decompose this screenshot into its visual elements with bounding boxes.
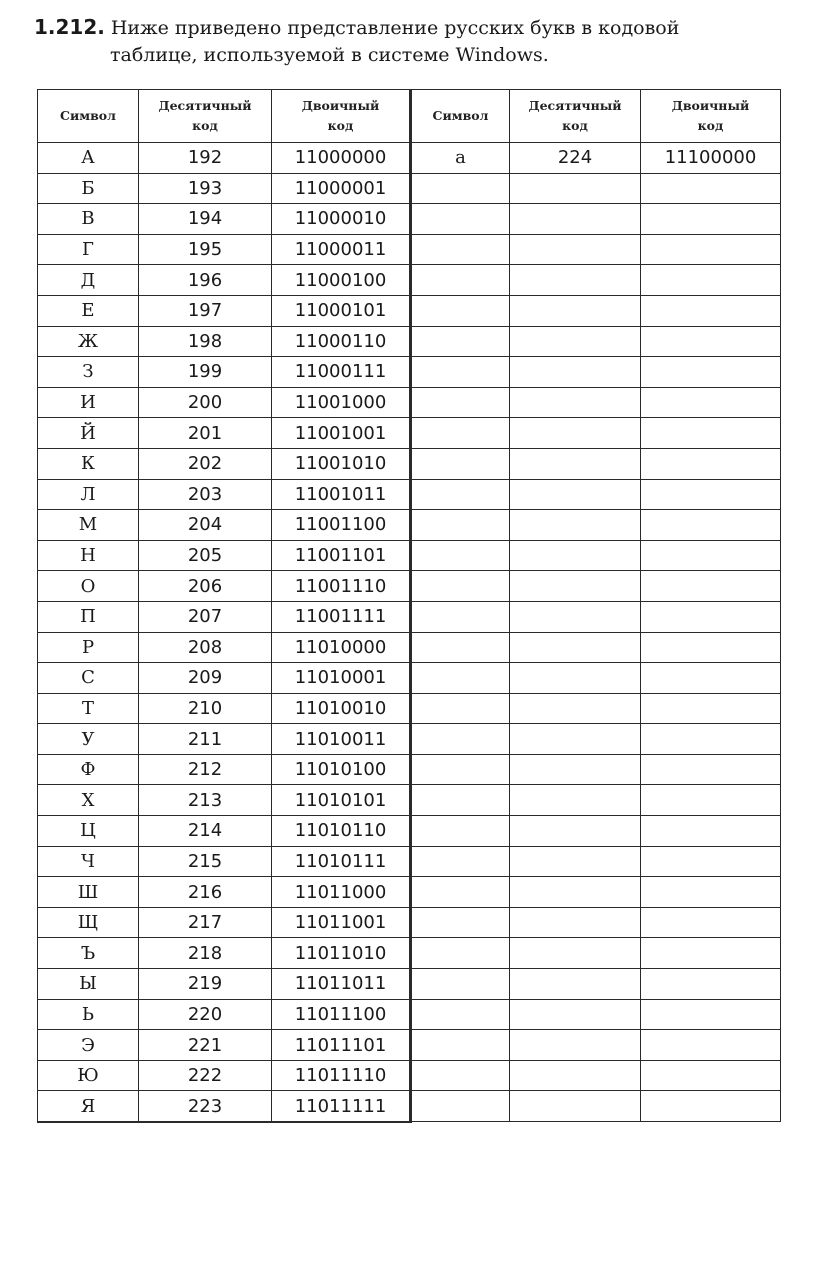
cell-binary [641, 999, 781, 1030]
cell-decimal: 198 [139, 326, 272, 357]
cell-decimal [510, 510, 641, 541]
cell-binary [641, 846, 781, 877]
table-row [38, 632, 411, 663]
cell-symbol: Ш [38, 877, 139, 908]
cell-binary: 11000001 [272, 173, 411, 204]
table-row [38, 999, 411, 1030]
header-binary-line2: код [327, 118, 354, 133]
header-decimal-line2: код [562, 118, 588, 133]
cell-binary [641, 969, 781, 1000]
cell-decimal [510, 448, 641, 479]
cell-symbol: Й [38, 418, 139, 449]
table-row [38, 540, 411, 571]
header-symbol [38, 90, 139, 143]
cell-binary [641, 785, 781, 816]
cell-symbol: а [412, 143, 510, 174]
cell-decimal [510, 601, 641, 632]
cell-binary: 11001101 [272, 540, 411, 571]
cell-symbol [412, 816, 510, 847]
cell-symbol [412, 724, 510, 755]
cell-symbol: М [38, 510, 139, 541]
cell-binary [641, 204, 781, 235]
cell-binary [641, 479, 781, 510]
cell-symbol [412, 632, 510, 663]
cell-binary: 11010101 [272, 785, 411, 816]
cell-symbol: Л [38, 479, 139, 510]
cell-binary: 11011100 [272, 999, 411, 1030]
cell-symbol [412, 571, 510, 602]
cell-binary: 11011111 [272, 1091, 411, 1122]
cell-binary: 11010010 [272, 693, 411, 724]
cell-binary [641, 510, 781, 541]
cell-symbol: Х [38, 785, 139, 816]
cell-symbol [412, 204, 510, 235]
task-statement [34, 14, 784, 69]
code-table-uppercase [37, 89, 412, 1123]
cell-symbol [412, 510, 510, 541]
table-header-row [38, 90, 411, 143]
cell-symbol [412, 663, 510, 694]
table-row [38, 938, 411, 969]
cell-symbol [412, 540, 510, 571]
cell-binary [641, 632, 781, 663]
cell-symbol: Ы [38, 969, 139, 1000]
cell-decimal [510, 663, 641, 694]
cell-symbol: В [38, 204, 139, 235]
table-row [412, 295, 781, 326]
header-binary-line2: код [697, 118, 724, 133]
cell-decimal: 222 [139, 1060, 272, 1091]
cell-symbol [412, 1060, 510, 1091]
cell-symbol: З [38, 357, 139, 388]
cell-decimal: 197 [139, 295, 272, 326]
table-row [38, 510, 411, 541]
cell-binary [641, 693, 781, 724]
cell-decimal: 196 [139, 265, 272, 296]
cell-symbol: Ж [38, 326, 139, 357]
header-symbol [412, 90, 510, 143]
task-text-line2: таблице, используемой в системе Windows. [110, 44, 549, 66]
cell-symbol [412, 448, 510, 479]
table-row [412, 173, 781, 204]
table-row [38, 969, 411, 1000]
table-row [38, 448, 411, 479]
table-row [38, 265, 411, 296]
cell-symbol [412, 295, 510, 326]
table-row [38, 1030, 411, 1061]
cell-decimal: 194 [139, 204, 272, 235]
header-decimal-line1: Десятичный [528, 98, 622, 113]
cell-binary: 11001010 [272, 448, 411, 479]
cell-decimal: 192 [139, 143, 272, 174]
cell-decimal: 212 [139, 754, 272, 785]
cell-decimal: 204 [139, 510, 272, 541]
cell-symbol: П [38, 601, 139, 632]
cell-decimal: 202 [139, 448, 272, 479]
table-row [38, 173, 411, 204]
cell-symbol: Ц [38, 816, 139, 847]
cell-binary [641, 938, 781, 969]
cell-symbol [412, 754, 510, 785]
cell-symbol: Ю [38, 1060, 139, 1091]
cell-binary: 11001100 [272, 510, 411, 541]
cell-symbol [412, 418, 510, 449]
cell-decimal [510, 265, 641, 296]
cell-decimal: 224 [510, 143, 641, 174]
cell-binary: 11001011 [272, 479, 411, 510]
cell-symbol: О [38, 571, 139, 602]
cell-decimal: 214 [139, 816, 272, 847]
cell-binary [641, 540, 781, 571]
cell-symbol: Ь [38, 999, 139, 1030]
cell-binary [641, 1060, 781, 1091]
table-row [412, 1091, 781, 1122]
cell-decimal [510, 295, 641, 326]
header-decimal-line1: Десятичный [158, 98, 252, 113]
cell-binary: 11001001 [272, 418, 411, 449]
cell-binary: 11000110 [272, 326, 411, 357]
cell-symbol [412, 601, 510, 632]
cell-decimal [510, 357, 641, 388]
cell-binary: 11010000 [272, 632, 411, 663]
cell-binary: 11001110 [272, 571, 411, 602]
cell-decimal: 203 [139, 479, 272, 510]
table-row [38, 663, 411, 694]
cell-decimal: 206 [139, 571, 272, 602]
cell-binary: 11010111 [272, 846, 411, 877]
table-row [412, 357, 781, 388]
table-row [412, 846, 781, 877]
table-row [38, 1060, 411, 1091]
cell-decimal [510, 571, 641, 602]
table-row [412, 265, 781, 296]
table-row [412, 999, 781, 1030]
cell-symbol [412, 969, 510, 1000]
table-header-row [412, 90, 781, 143]
cell-decimal [510, 234, 641, 265]
cell-symbol: И [38, 387, 139, 418]
table-row [412, 204, 781, 235]
cell-decimal: 217 [139, 907, 272, 938]
cell-binary: 11010011 [272, 724, 411, 755]
cell-symbol: Т [38, 693, 139, 724]
cell-decimal [510, 877, 641, 908]
cell-binary [641, 571, 781, 602]
cell-decimal [510, 326, 641, 357]
table-row [38, 571, 411, 602]
table-row [38, 846, 411, 877]
cell-decimal [510, 816, 641, 847]
table-row [412, 326, 781, 357]
table-row [412, 540, 781, 571]
cell-decimal: 211 [139, 724, 272, 755]
cell-symbol: Н [38, 540, 139, 571]
table-row [412, 510, 781, 541]
cell-symbol: А [38, 143, 139, 174]
header-decimal [510, 90, 641, 143]
cell-binary [641, 907, 781, 938]
header-binary [272, 90, 411, 143]
table-row [412, 571, 781, 602]
cell-binary: 11011110 [272, 1060, 411, 1091]
task-number: 1.212. [34, 15, 105, 39]
cell-decimal [510, 724, 641, 755]
table-row [412, 479, 781, 510]
cell-binary [641, 326, 781, 357]
table-row [38, 326, 411, 357]
cell-symbol [412, 479, 510, 510]
cell-binary: 11000011 [272, 234, 411, 265]
cell-decimal [510, 754, 641, 785]
cell-symbol: Г [38, 234, 139, 265]
code-table-lowercase [411, 89, 781, 1122]
cell-binary: 11000000 [272, 143, 411, 174]
cell-symbol [412, 999, 510, 1030]
cell-symbol: Б [38, 173, 139, 204]
task-text-line1: Ниже приведено представление русских букв в кодовой [110, 17, 680, 39]
cell-decimal: 207 [139, 601, 272, 632]
cell-symbol: Щ [38, 907, 139, 938]
cell-symbol [412, 693, 510, 724]
cell-symbol: С [38, 663, 139, 694]
cell-symbol: К [38, 448, 139, 479]
cell-binary [641, 1091, 781, 1122]
cell-binary: 11000101 [272, 295, 411, 326]
table-row [38, 724, 411, 755]
cell-decimal: 219 [139, 969, 272, 1000]
cell-decimal [510, 938, 641, 969]
cell-symbol: Я [38, 1091, 139, 1122]
table-body [38, 143, 411, 1123]
cell-decimal [510, 1091, 641, 1122]
cell-decimal: 215 [139, 846, 272, 877]
cell-binary [641, 1030, 781, 1061]
cell-symbol [412, 173, 510, 204]
cell-decimal [510, 173, 641, 204]
cell-binary: 11010110 [272, 816, 411, 847]
header-binary [641, 90, 781, 143]
cell-decimal [510, 632, 641, 663]
table-row [38, 907, 411, 938]
table-row [412, 724, 781, 755]
table-row [38, 143, 411, 174]
cell-binary [641, 816, 781, 847]
cell-decimal: 200 [139, 387, 272, 418]
cell-binary [641, 601, 781, 632]
cell-symbol [412, 938, 510, 969]
cell-binary [641, 877, 781, 908]
cell-decimal: 213 [139, 785, 272, 816]
cell-decimal [510, 540, 641, 571]
table-body [412, 143, 781, 1122]
cell-decimal: 220 [139, 999, 272, 1030]
cell-decimal [510, 907, 641, 938]
cell-binary [641, 295, 781, 326]
table-row [412, 1060, 781, 1091]
cell-decimal: 221 [139, 1030, 272, 1061]
table-row [38, 387, 411, 418]
cell-binary: 11000100 [272, 265, 411, 296]
table-row [412, 143, 781, 174]
cell-decimal [510, 969, 641, 1000]
cell-symbol [412, 846, 510, 877]
cell-binary [641, 265, 781, 296]
cell-decimal [510, 387, 641, 418]
cell-decimal [510, 785, 641, 816]
table-row [412, 907, 781, 938]
cell-decimal [510, 479, 641, 510]
cell-symbol: Е [38, 295, 139, 326]
cell-binary: 11011010 [272, 938, 411, 969]
header-binary-line1: Двоичный [301, 98, 380, 113]
table-row [38, 816, 411, 847]
table-row [412, 601, 781, 632]
table-row [38, 601, 411, 632]
cell-binary: 11001111 [272, 601, 411, 632]
header-decimal-line2: код [192, 118, 218, 133]
table-row [412, 877, 781, 908]
header-binary-line1: Двоичный [671, 98, 750, 113]
table-row [412, 663, 781, 694]
cell-binary [641, 418, 781, 449]
cell-binary: 11011011 [272, 969, 411, 1000]
table-row [38, 234, 411, 265]
header-decimal [139, 90, 272, 143]
cell-binary [641, 234, 781, 265]
cell-binary: 11000111 [272, 357, 411, 388]
cell-decimal: 193 [139, 173, 272, 204]
cell-decimal: 216 [139, 877, 272, 908]
table-row [38, 418, 411, 449]
header-symbol-label: Символ [432, 108, 489, 123]
table-row [412, 387, 781, 418]
cell-symbol: У [38, 724, 139, 755]
cell-symbol: Ф [38, 754, 139, 785]
cell-decimal: 223 [139, 1091, 272, 1122]
cell-binary [641, 724, 781, 755]
cell-symbol [412, 387, 510, 418]
table-row [412, 785, 781, 816]
table-row [412, 938, 781, 969]
cell-decimal: 210 [139, 693, 272, 724]
table-row [38, 1091, 411, 1122]
cell-binary: 11100000 [641, 143, 781, 174]
cell-symbol [412, 265, 510, 296]
cell-decimal [510, 418, 641, 449]
table-row [38, 204, 411, 235]
cell-symbol [412, 1091, 510, 1122]
table-row [38, 754, 411, 785]
table-row [38, 357, 411, 388]
table-row [412, 418, 781, 449]
cell-decimal: 199 [139, 357, 272, 388]
cell-symbol: Ч [38, 846, 139, 877]
table-row [38, 877, 411, 908]
cell-binary: 11000010 [272, 204, 411, 235]
cell-decimal [510, 1060, 641, 1091]
table-row [38, 693, 411, 724]
cell-binary [641, 663, 781, 694]
table-row [412, 632, 781, 663]
cell-symbol [412, 877, 510, 908]
table-row [412, 1030, 781, 1061]
cell-binary [641, 448, 781, 479]
cell-decimal [510, 204, 641, 235]
table-row [412, 816, 781, 847]
table-row [412, 448, 781, 479]
cell-decimal: 205 [139, 540, 272, 571]
cell-symbol [412, 234, 510, 265]
table-row [38, 785, 411, 816]
cell-decimal: 209 [139, 663, 272, 694]
table-row [412, 754, 781, 785]
cell-decimal [510, 846, 641, 877]
cell-binary: 11010001 [272, 663, 411, 694]
cell-decimal: 195 [139, 234, 272, 265]
cell-decimal: 218 [139, 938, 272, 969]
cell-decimal: 201 [139, 418, 272, 449]
cell-decimal [510, 999, 641, 1030]
header-symbol-label: Символ [60, 108, 116, 123]
cell-decimal [510, 693, 641, 724]
cell-decimal [510, 1030, 641, 1061]
table-row [412, 969, 781, 1000]
table-row [412, 693, 781, 724]
table-row [38, 479, 411, 510]
cell-binary [641, 173, 781, 204]
cell-binary [641, 387, 781, 418]
cell-binary: 11001000 [272, 387, 411, 418]
table-row [38, 295, 411, 326]
cell-symbol [412, 1030, 510, 1061]
table-row [412, 234, 781, 265]
cell-symbol [412, 357, 510, 388]
cell-binary [641, 754, 781, 785]
cell-symbol [412, 326, 510, 357]
cell-symbol: Р [38, 632, 139, 663]
cell-symbol: Э [38, 1030, 139, 1061]
cell-binary: 11011101 [272, 1030, 411, 1061]
cell-symbol: Ъ [38, 938, 139, 969]
cell-binary: 11010100 [272, 754, 411, 785]
cell-binary: 11011000 [272, 877, 411, 908]
cell-binary [641, 357, 781, 388]
cell-decimal: 208 [139, 632, 272, 663]
cell-symbol [412, 907, 510, 938]
cell-symbol: Д [38, 265, 139, 296]
cell-binary: 11011001 [272, 907, 411, 938]
cell-symbol [412, 785, 510, 816]
